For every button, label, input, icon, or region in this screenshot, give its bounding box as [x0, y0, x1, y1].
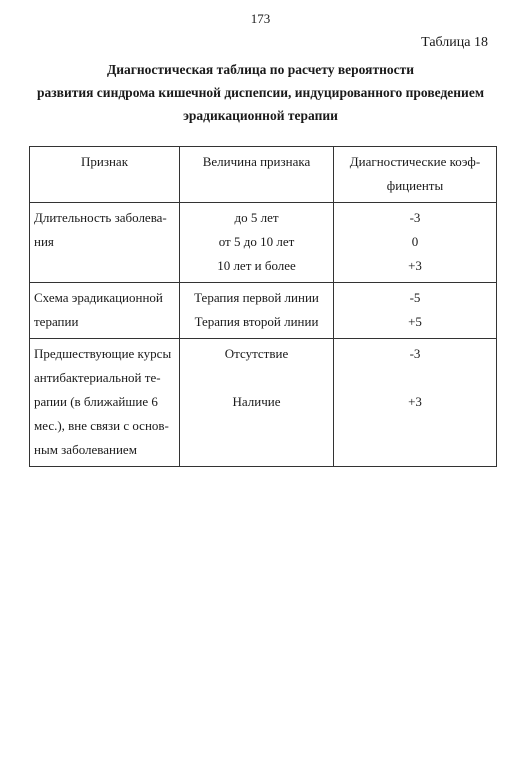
coefficient-line: +3 — [408, 394, 422, 409]
sign-line: рапии (в ближайшие 6 — [34, 394, 158, 409]
coefficient-line: -3 — [409, 210, 421, 225]
table-label: Таблица 18 — [421, 35, 488, 50]
page-number: 173 — [250, 11, 271, 26]
sign-line: мес.), вне связи с основ- — [34, 418, 169, 433]
value-line: Отсутствие — [224, 346, 289, 361]
value-cell — [180, 203, 334, 283]
header-coefficient — [334, 147, 497, 203]
sign-line: терапии — [34, 314, 79, 329]
sign-line: Предшествующие курсы — [34, 346, 172, 361]
header-coefficient-line-2: фициенты — [386, 178, 444, 193]
coefficient-cell — [334, 203, 497, 283]
value-line: Терапия первой линии — [194, 290, 319, 305]
value-line: до 5 лет — [234, 210, 279, 225]
value-cell — [180, 339, 334, 467]
sign-line: ным заболеванием — [34, 442, 137, 457]
caption-line-2: развития синдрома кишечной диспепсии, индуцированного проведением — [36, 85, 485, 100]
table-row — [30, 283, 497, 339]
coefficient-line: +3 — [408, 258, 422, 273]
header-value: Величина признака — [180, 147, 334, 203]
header-sign: Признак — [30, 147, 180, 203]
table-header-row — [30, 147, 497, 203]
coefficient-line: 0 — [411, 234, 419, 249]
table-row — [30, 203, 497, 283]
coefficient-gap — [338, 366, 492, 390]
sign-cell — [30, 203, 180, 283]
value-cell — [180, 283, 334, 339]
value-line: Терапия второй линии — [194, 314, 319, 329]
sign-cell — [30, 283, 180, 339]
coefficient-cell — [334, 283, 497, 339]
diagnostic-table — [29, 146, 497, 467]
coefficient-line: -5 — [409, 290, 421, 305]
coefficient-cell — [334, 339, 497, 467]
caption-line-3: эрадикационной терапии — [183, 108, 338, 123]
sign-line: ния — [34, 234, 54, 249]
header-coefficient-line-1: Диагностические коэф- — [349, 154, 481, 169]
value-line: 10 лет и более — [217, 258, 296, 273]
value-gap — [184, 366, 329, 390]
coefficient-line: +5 — [408, 314, 422, 329]
caption-line-1: Диагностическая таблица по расчету вероятности — [106, 62, 415, 77]
table-row — [30, 339, 497, 467]
table-caption — [0, 58, 521, 127]
coefficient-line: -3 — [409, 346, 421, 361]
sign-line: антибактериальной те- — [34, 370, 161, 385]
sign-cell — [30, 339, 180, 467]
value-line: от 5 до 10 лет — [218, 234, 295, 249]
sign-line: Длительность заболева- — [34, 210, 167, 225]
value-line: Наличие — [232, 394, 281, 409]
sign-line: Схема эрадикационной — [34, 290, 163, 305]
